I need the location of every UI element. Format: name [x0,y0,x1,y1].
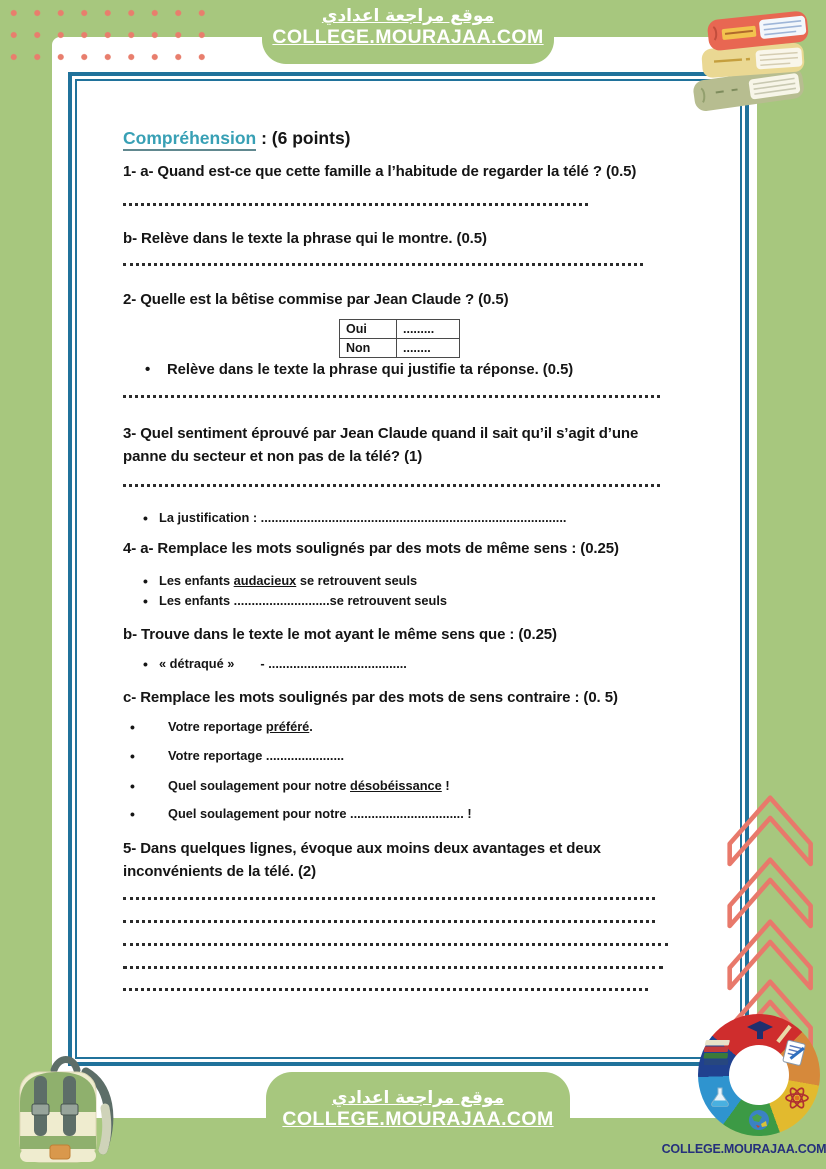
example-post: ! [441,777,450,793]
question-4c-example-1 [123,718,710,737]
answer-line [123,203,588,206]
answer-line [123,395,660,398]
answer-dots: - ....................................... [260,655,407,671]
section-title [123,128,710,149]
question-4a: 4- a- Remplace les mots soulignés par des mots de même sens : (0.25) [123,540,619,558]
underlined-word: désobéissance [350,777,442,793]
question-1b: b- Relève dans le texte la phrase qui le montre. (0.5) [123,230,487,248]
logo-caption: COLLEGE.MOURAJAA.COM [661,1142,826,1156]
section-title-word: Compréhension [123,128,256,151]
oui-non-table [339,319,460,358]
example-post: . [309,718,313,734]
education-logo-ring [698,1014,820,1136]
dots-pattern [2,2,216,66]
question-4c-answer-2: • Quel soulagement pour notre ................................ ! [123,805,710,824]
example-pre: Quel soulagement pour notre [168,777,351,793]
question-4b: b- Trouve dans le texte le mot ayant le même sens que : (0.25) [123,625,557,643]
answer-line [123,943,668,946]
table-row [340,338,460,357]
answer-line [123,263,643,266]
oui-cell: Oui [340,319,397,338]
non-cell: Non [340,338,397,357]
question-2: 2- Quelle est la bêtise commise par Jean Claude ? (0.5) [123,290,509,308]
question-3-justification: • La justification : ...................................................................................... [123,509,710,528]
example-pre: Votre reportage [168,718,266,734]
header-site-url-link[interactable]: COLLEGE.MOURAJAA.COM [272,26,544,48]
question-5: 5- Dans quelques lignes, évoque aux moins deux avantages et deux inconvénients de la télé. (2) [123,839,601,881]
question-4a-example [123,572,710,591]
section-title-points: : (6 points) [256,128,351,148]
footer-site-name-arabic: موقع مراجعة اعدادي [331,1088,505,1108]
oui-answer-cell: ......... [397,319,460,338]
question-4c-example-2 [123,777,710,796]
example-pre: Les enfants [159,572,234,588]
table-row [340,319,460,338]
example-post: se retrouvent seuls [296,572,418,588]
quoted-word: « détraqué » [159,655,235,671]
question-4b-item [123,655,710,674]
non-answer-cell: ........ [397,338,460,357]
question-4a-answer: • Les enfants ...........................se retrouvent seuls [123,592,710,611]
question-1a: 1- a- Quand est-ce que cette famille a l’habitude de regarder la télé ? (0.5) [123,163,637,180]
document-frame [68,72,749,1066]
answer-line [123,988,648,991]
document-content [75,79,742,1059]
answer-line [123,920,655,923]
question-2-bullet: • Relève dans le texte la phrase qui justifie ta réponse. (0.5) [123,360,710,381]
header-banner [262,0,554,64]
underlined-word: audacieux [233,572,297,588]
footer-site-url-link[interactable]: COLLEGE.MOURAJAA.COM [282,1108,554,1130]
answer-line [123,897,655,900]
backpack-icon [4,1046,128,1169]
answer-line [123,966,663,969]
footer-banner [266,1072,570,1169]
header-site-name-arabic: موقع مراجعة اعدادي [321,6,495,26]
books-icon [686,4,826,118]
question-4c: c- Remplace les mots soulignés par des mots de sens contraire : (0. 5) [123,689,618,707]
answer-line [123,484,660,487]
question-3: 3- Quel sentiment éprouvé par Jean Claude quand il sait qu’il s’agit d’une panne du secteur et non pas de la télé? (1) [123,425,639,466]
question-4c-answer-1: • Votre reportage ...................... [123,747,710,766]
underlined-word: préféré [265,718,310,734]
